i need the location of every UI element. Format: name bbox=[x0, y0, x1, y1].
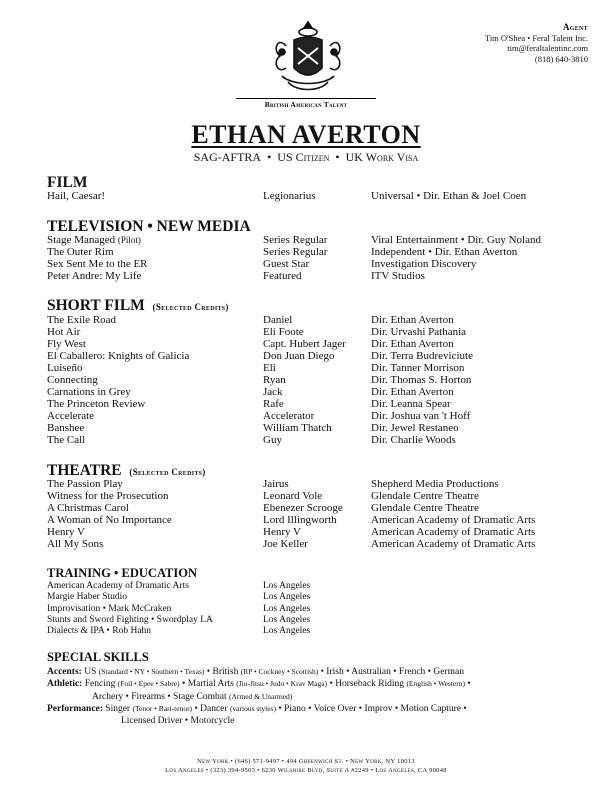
section-film-heading: FILM bbox=[47, 174, 88, 191]
agent-phone: (818) 640-3810 bbox=[534, 53, 588, 64]
skills-performance-cont: Licensed Driver • Motorcycle bbox=[121, 715, 235, 726]
short-film-list bbox=[47, 314, 587, 446]
training-row: Stunts and Sword Fighting • Swordplay LA Los Angeles bbox=[47, 614, 311, 625]
agent-label: Agent bbox=[562, 22, 588, 32]
training-row: Dialects & IPA • Rob Hahn Los Angeles bbox=[47, 626, 311, 637]
short-row: Accelerate Accelerator Dir. Joshua van 't Hoff bbox=[47, 410, 471, 422]
film-list bbox=[47, 190, 587, 202]
short-row: El Caballero: Knights of Galicia Don Juan Diego Dir. Terra Budreviciute bbox=[47, 350, 473, 362]
section-television-heading: TELEVISION • NEW MEDIA bbox=[47, 218, 251, 235]
agent-block bbox=[485, 22, 588, 64]
training-row: Margie Haber Studio Los Angeles bbox=[47, 592, 311, 603]
section-special-skills-heading: SPECIAL SKILLS bbox=[47, 650, 149, 664]
short-row: Hot Air Eli Foote Dir. Urvashi Pathania bbox=[47, 326, 467, 338]
theatre-row: A Christmas Carol Ebenezer Scrooge Glendale Centre Theatre bbox=[47, 502, 479, 514]
actor-name: ETHAN AVERTON bbox=[191, 120, 421, 149]
short-row: Banshee William Thatch Dir. Jewel Restaneo bbox=[47, 422, 459, 434]
short-row: Connecting Ryan Dir. Thomas S. Horton bbox=[47, 374, 472, 386]
logo-text: British American Talent bbox=[236, 98, 376, 109]
short-row: Carnations in Grey Jack Dir. Ethan Averton bbox=[47, 386, 454, 398]
special-skills bbox=[47, 666, 577, 727]
short-row: The Princeton Review Rafe Dir. Leanna Spear bbox=[47, 398, 451, 410]
short-row: The Exile Road Daniel Dir. Ethan Averton bbox=[47, 314, 454, 326]
section-training-heading: TRAINING • EDUCATION bbox=[47, 566, 197, 580]
theatre-row: Witness for the Prosecution Leonard Vole Glendale Centre Theatre bbox=[47, 490, 479, 502]
training-row: Improvisation • Mark McCraken Los Angeles bbox=[47, 603, 311, 614]
agent-name: Tim O'Shea • Feral Talent Inc. bbox=[484, 32, 588, 43]
tv-row: Peter Andre: My Life Featured ITV Studios bbox=[47, 270, 425, 282]
tv-row: Sex Sent Me to the ER Guest Star Investigation Discovery bbox=[47, 258, 477, 270]
short-row: The Call Guy Dir. Charlie Woods bbox=[47, 434, 456, 446]
theatre-row: All My Sons Joe Keller American Academy of Dramatic Arts bbox=[47, 538, 536, 550]
short-row: Luiseño Eli Dir. Tanner Morrison bbox=[47, 362, 465, 374]
tv-row: Stage Managed (Pilot) Series Regular Viral Entertainment • Dir. Guy Noland bbox=[47, 234, 541, 246]
tv-row: The Outer Rim Series Regular Independent • Dir. Ethan Averton bbox=[47, 246, 518, 258]
film-row: Hail, Caesar! Legionarius Universal • Dir. Ethan & Joel Coen bbox=[47, 190, 527, 202]
skills-athletic: Athletic: Fencing (Foil • Epee • Sabre) • Martial Arts (Jiu-Jitsu • Judo • Krav Maga) • Horseback Riding (English • Western) • bbox=[47, 679, 471, 690]
theatre-row: A Woman of No Importance Lord Illingworth American Academy of Dramatic Arts bbox=[47, 514, 536, 526]
agent-email[interactable]: tim@feraltalentinc.com bbox=[507, 43, 588, 53]
theatre-list bbox=[47, 478, 587, 550]
section-short-film-heading: SHORT FILM (Selected Credits) bbox=[47, 297, 229, 314]
television-list bbox=[47, 234, 587, 282]
theatre-row: The Passion Play Jairus Shepherd Media Productions bbox=[47, 478, 499, 490]
theatre-row: Henry V Henry V American Academy of Dramatic Arts bbox=[47, 526, 536, 538]
skills-athletic-cont: Archery • Firearms • Stage Combat (Armed & Unarmed) bbox=[92, 691, 293, 702]
footer-new-york: New York • (646) 571-9497 • 494 Greenwich St. • New York, NY 10013 bbox=[197, 758, 415, 765]
footer-los-angeles: Los Angeles • (323) 394-9503 • 6230 Wilshire Blvd, Suite A #2249 • Los Angeles, CA 90048 bbox=[165, 767, 447, 774]
crest-logo-icon bbox=[268, 16, 348, 104]
training-list bbox=[47, 581, 587, 637]
union-status: SAG-AFTRA • US Citizen • UK Work Visa bbox=[193, 150, 419, 164]
section-theatre-heading: THEATRE (Selected Credits) bbox=[47, 462, 206, 479]
skills-accents: Accents: US (Standard • NY • Southern • Texas) • British (RP • Cockney • Scottish) • Irish • Australian • French • German bbox=[47, 667, 464, 677]
skills-performance: Performance: Singer (Tenor • Bari-tenor) • Dancer (various styles) • Piano • Voice Over • Improv • Motion Capture • bbox=[47, 704, 467, 715]
short-row: Fly West Capt. Hubert Jager Dir. Ethan Averton bbox=[47, 338, 454, 350]
training-row: American Academy of Dramatic Arts Los Angeles bbox=[47, 581, 311, 591]
